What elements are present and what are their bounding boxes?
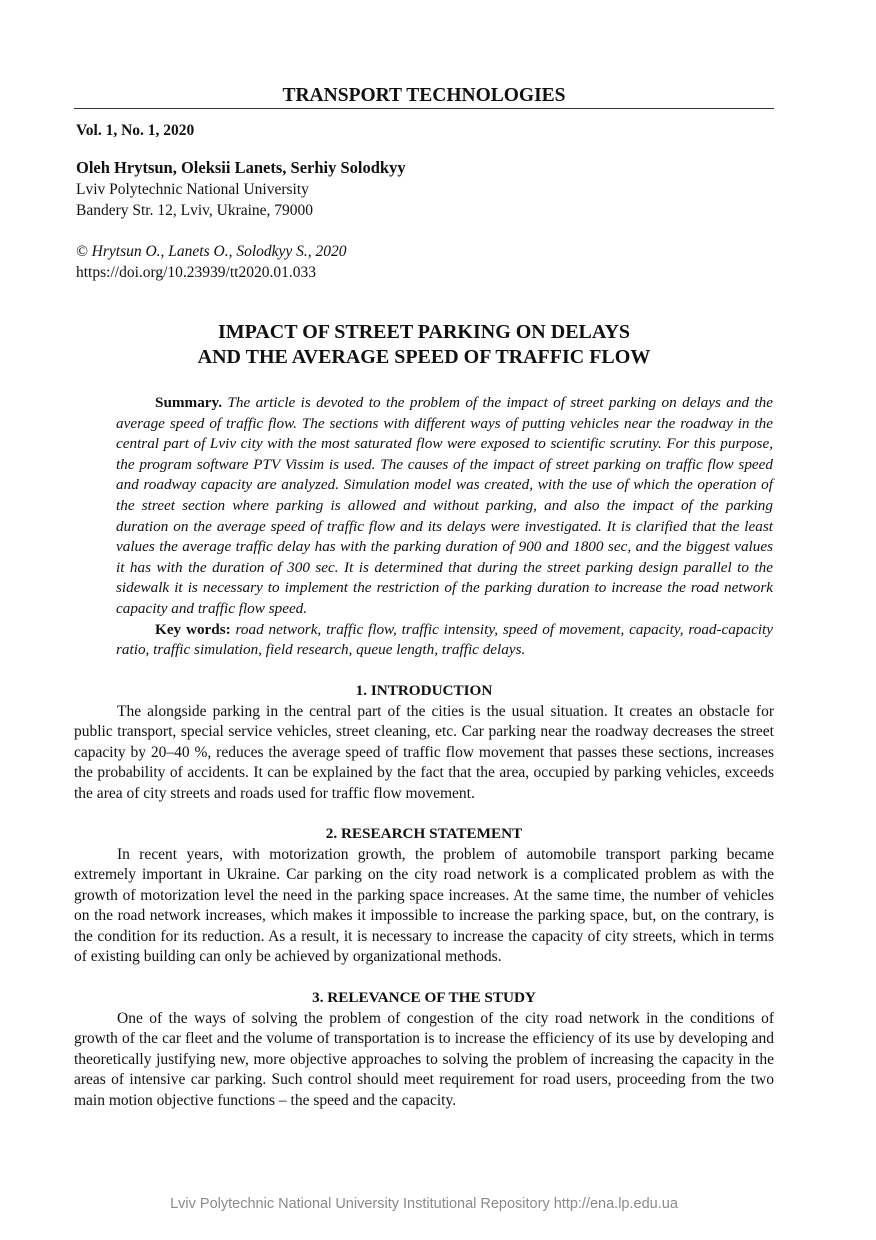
paper-title [74, 320, 774, 370]
section-relevance [74, 988, 774, 1111]
section-body: In recent years, with motorization growth, the problem of automobile transport parking became extremely important in Ukraine. Car parking on the city road network is a complicated problem as with the growth of motorization level the need in the parking space increases. At the same time, the number of vehicles on the road network increases, which makes it impossible to increase the parking space, but, on the contrary, is the condition for its reduction. As a result, it is necessary to increase the capacity of city streets, which in terms of existing building can only be achieved by organizational methods. [74, 846, 774, 966]
repository-footer: Lviv Polytechnic National University Institutional Repository http://ena.lp.edu.ua [170, 1196, 678, 1212]
section-heading: 3. RELEVANCE OF THE STUDY [312, 989, 536, 1006]
keywords-text: road network, traffic flow, traffic intensity, speed of movement, capacity, road-capacity ratio, traffic simulation, field research, queue length, traffic delays. [116, 620, 774, 659]
section-research-statement [74, 824, 774, 967]
keywords-label: Key words: [155, 620, 231, 638]
summary-label: Summary. [155, 394, 223, 411]
volume-issue: Vol. 1, No. 1, 2020 [76, 122, 195, 139]
copyright-notice: © Hrytsun O., Lanets O., Solodkyy S., 2020 [76, 243, 347, 260]
summary-text: The article is devoted to the problem of the impact of street parking on delays and the average speed of traffic flow. The sections with different ways of putting vehicles near the roadway in the central part of Lviv city with the most saturated flow were exposed to scientific scrutiny. For this purpose, the program software PTV Vissim is used. The causes of the impact of street parking on traffic flow speed and roadway capacity are analyzed. Simulation model was created, with the use of which the operation of the street section where parking is allowed and without parking, and also the impact of the parking duration on the average speed of traffic flow and its delays were investigated. It is clarified that the least values the average traffic delay has with the parking duration of 900 and 1800 sec, and the biggest values it has with the duration of 300 sec. It is determined that during the street parking design parallel to the sidewalk it is necessary to implement the restriction of the parking duration to increase the road network capacity and traffic flow speed. [116, 394, 774, 617]
section-introduction [74, 681, 774, 804]
author-affiliation: Lviv Polytechnic National University [76, 181, 309, 198]
header-divider [74, 108, 774, 109]
paper-title-line-2: AND THE AVERAGE SPEED OF TRAFFIC FLOW [197, 346, 651, 368]
doi-link[interactable]: https://doi.org/10.23939/tt2020.01.033 [76, 264, 316, 281]
section-body: One of the ways of solving the problem of congestion of the city road network in the conditions of growth of the car fleet and the volume of transportation is to increase the efficiency of its use by developing and theoretically justifying new, more objective approaches to solving the problem of increasing the capacity in the areas of intensive car parking. Such control should meet requirement for road users, proceeding from the two main motion objective functions – the speed and the capacity. [74, 1010, 774, 1109]
author-names: Oleh Hrytsun, Oleksii Lanets, Serhiy Solodkyy [76, 158, 406, 177]
section-heading: 2. RESEARCH STATEMENT [325, 825, 523, 842]
author-address: Bandery Str. 12, Lviv, Ukraine, 79000 [76, 202, 314, 219]
keywords-paragraph [116, 620, 773, 661]
paper-title-line-1: IMPACT OF STREET PARKING ON DELAYS [217, 321, 631, 343]
summary-paragraph [116, 393, 773, 620]
section-heading: 1. INTRODUCTION [355, 682, 493, 699]
abstract [116, 393, 773, 661]
section-body: The alongside parking in the central part of the cities is the usual situation. It creates an obstacle for public transport, special service vehicles, street cleaning, etc. Car parking near the roadway decreases the street capacity by 20–40 %, reduces the average speed of traffic flow movement that passes these sections, increases the probability of accidents. It can be explained by the fact that the area, occupied by parking vehicles, exceeds the area of city streets and roads used for traffic flow movement. [74, 703, 774, 802]
journal-title: TRANSPORT TECHNOLOGIES [282, 85, 566, 106]
